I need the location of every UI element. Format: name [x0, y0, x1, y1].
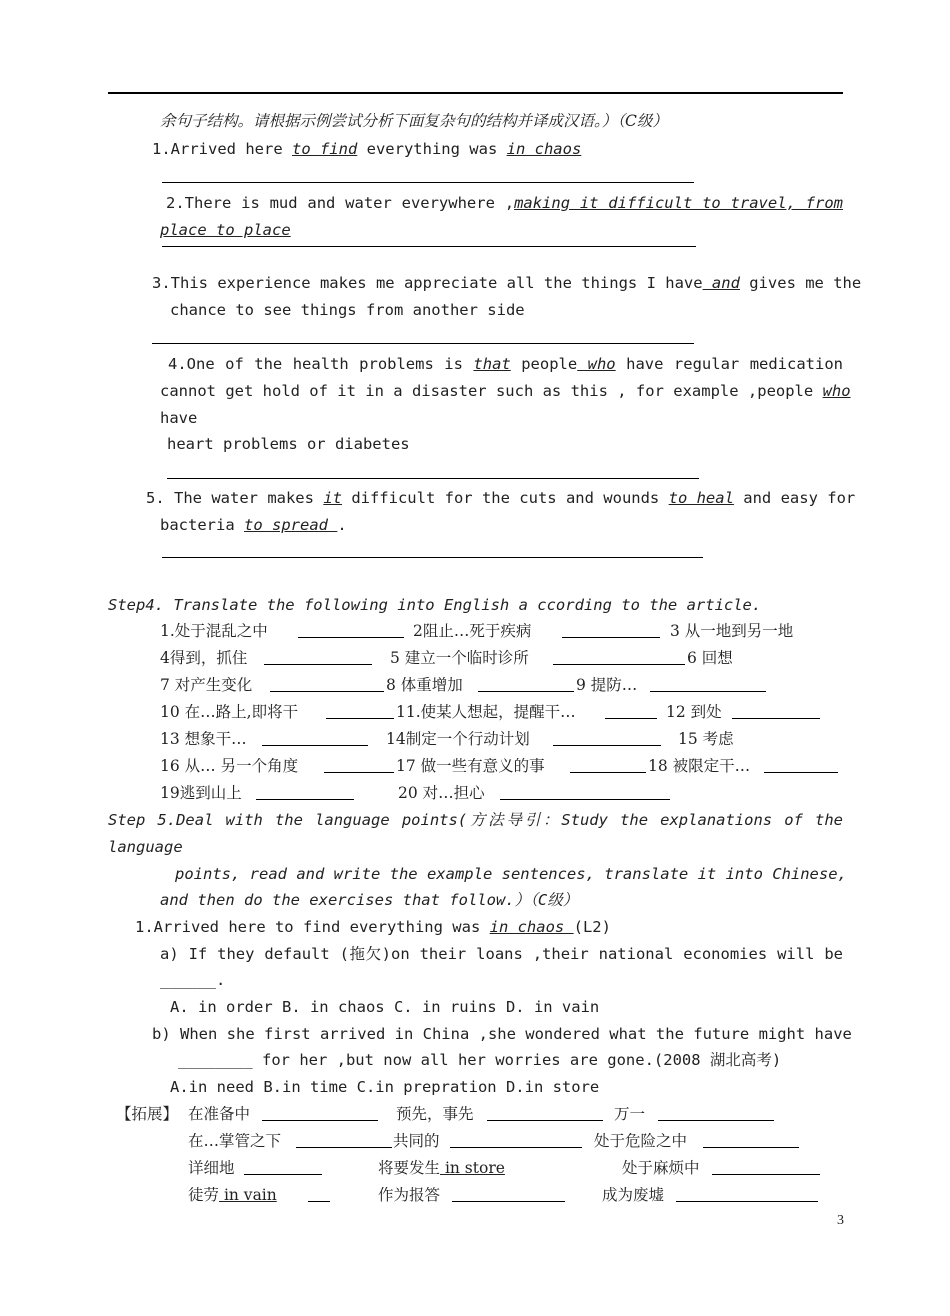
blank[interactable]: [308, 1185, 330, 1202]
blank[interactable]: [298, 621, 404, 638]
s1-underline-1: to find: [291, 140, 358, 158]
blank[interactable]: [450, 1131, 582, 1148]
answer-line-1: [162, 182, 694, 183]
blank[interactable]: [712, 1158, 820, 1175]
s4-text-2: people: [510, 355, 578, 373]
item1-text: 1.Arrived here to find everything was: [135, 918, 490, 936]
s1-text: 1.Arrived here: [152, 140, 292, 158]
blank[interactable]: [732, 702, 820, 719]
sentence-4-line2: [160, 381, 851, 401]
step5-title-3: points, read and write the example sentences, translate it into Chinese,: [175, 865, 847, 883]
s2-text: 2.There is mud and water everywhere ,: [166, 194, 515, 212]
blank[interactable]: [764, 756, 838, 773]
extend-item-11: 作为报答: [378, 1186, 441, 1204]
step4-item-1: 1.处于混乱之中: [160, 622, 268, 640]
extend-item-10: 徒劳 in vain: [188, 1186, 277, 1204]
step4-item-8: 8 体重增加: [386, 676, 463, 694]
s1-text-2: everything was: [357, 140, 507, 158]
step5-title: Step 5.Deal with the language points(方法导引：Study the explanations of the: [108, 811, 843, 829]
extend-answer: in store: [440, 1159, 505, 1177]
step4-item-20: 20 对…担心: [398, 784, 485, 802]
blank[interactable]: [650, 675, 766, 692]
sentence-4-line3: have: [160, 409, 198, 427]
s5-underline-1: it: [323, 489, 342, 507]
step4-item-11: 11.使某人想起，提醒干…: [396, 703, 576, 721]
step4-item-16: 16 从… 另一个角度: [160, 757, 299, 775]
blank[interactable]: [553, 729, 661, 746]
question-a-blank[interactable]: ______.: [160, 971, 226, 989]
instruction-line: 余句子结构。请根据示例尝试分析下面复杂句的结构并译成汉语。）（C级）: [160, 112, 668, 130]
extend-item-8: 将要发生 in store: [378, 1159, 505, 1177]
blank[interactable]: [658, 1104, 774, 1121]
s3-underline: and: [702, 274, 740, 292]
blank[interactable]: [244, 1158, 322, 1175]
item1-ref: (L2): [573, 918, 611, 936]
step4-item-12: 12 到处: [666, 703, 722, 721]
step4-item-15: 15 考虑: [678, 730, 734, 748]
s2-underline: making it difficult to travel, from: [514, 194, 843, 212]
s4-text: 4.One of the health problems is: [168, 355, 474, 373]
question-b: b) When she first arrived in China ,she wondered what the future might have: [152, 1025, 852, 1043]
step4-item-3: 3 从一地到另一地: [670, 622, 794, 640]
extend-label: 【拓展】: [116, 1105, 179, 1123]
sentence-2: [166, 193, 843, 213]
extend-answer-2: in vain: [219, 1186, 277, 1204]
s5-text-2: difficult for the cuts and wounds: [341, 489, 669, 507]
blank[interactable]: [500, 783, 670, 800]
answer-line-2: [162, 246, 696, 247]
blank[interactable]: [262, 729, 368, 746]
extend-item-12: 成为废墟: [602, 1186, 665, 1204]
blank[interactable]: [270, 675, 384, 692]
step4-item-10: 10 在…路上,即将干: [160, 703, 299, 721]
s5-text: 5. The water makes: [146, 489, 324, 507]
extend-item-9: 处于麻烦中: [622, 1159, 700, 1177]
s4-underline-2: who: [577, 355, 616, 373]
blank[interactable]: [262, 1104, 378, 1121]
s3-text: 3.This experience makes me appreciate all the things I have: [152, 274, 703, 292]
answer-line-4: [167, 478, 699, 479]
sentence-1: [152, 139, 581, 159]
s5-text-3: and easy for: [733, 489, 856, 507]
sentence-2-line2: place to place: [160, 221, 291, 239]
step4-item-2: 2阻止…死于疾病: [413, 622, 532, 640]
step4-item-18: 18 被限定干…: [648, 757, 751, 775]
blank[interactable]: [478, 675, 574, 692]
question-b-line2: ________ for her ,but now all her worries are gone.(2008 湖北高考): [178, 1051, 782, 1069]
extend-item-2: 预先，事先: [396, 1105, 474, 1123]
blank[interactable]: [562, 621, 660, 638]
blank[interactable]: [570, 756, 646, 773]
blank[interactable]: [326, 702, 394, 719]
s5-underline-2: to heal: [668, 489, 734, 507]
step4-item-9: 9 提防…: [576, 676, 638, 694]
question-a-options: A. in order B. in chaos C. in ruins D. in vain: [170, 998, 600, 1016]
s5-underline-3: to spread: [244, 516, 338, 534]
blank[interactable]: [256, 783, 354, 800]
blank[interactable]: [676, 1185, 818, 1202]
extend-item-5: 共同的: [393, 1132, 440, 1150]
s4-text-3: have regular medication: [615, 355, 844, 373]
sentence-4-line4: heart problems or diabetes: [167, 435, 410, 453]
sentence-4: [168, 354, 843, 374]
extend-item-7: 详细地: [188, 1159, 235, 1177]
s4-line2-text: cannot get hold of it in a disaster such as this , for example ,people: [160, 382, 823, 400]
s4-underline-3: who: [822, 382, 851, 400]
question-b-options: A.in need B.in time C.in prepration D.in store: [170, 1078, 600, 1096]
step4-title: Step4. Translate the following into English a ccording to the article.: [108, 596, 762, 614]
answer-line-3: [152, 343, 694, 344]
s5-line2-text: bacteria: [160, 516, 244, 534]
sentence-3: [152, 273, 862, 293]
blank[interactable]: [296, 1131, 392, 1148]
step5-title-2: language: [108, 838, 183, 856]
step4-item-13: 13 想象干…: [160, 730, 247, 748]
step4-item-14: 14制定一个行动计划: [386, 730, 530, 748]
step4-item-19: 19逃到山上: [160, 784, 242, 802]
blank[interactable]: [324, 756, 394, 773]
blank[interactable]: [553, 648, 685, 665]
s3-text-2: gives me the: [739, 274, 862, 292]
blank[interactable]: [487, 1104, 603, 1121]
s5-line2-end: .: [337, 516, 347, 534]
blank[interactable]: [605, 702, 657, 719]
sentence-5-line2: [160, 515, 347, 535]
top-rule: [108, 92, 843, 94]
item1-underline: in chaos: [489, 918, 574, 936]
extend-item-6: 处于危险之中: [594, 1132, 688, 1150]
step4-item-7: 7 对产生变化: [160, 676, 253, 694]
s1-underline-2: in chaos: [506, 140, 582, 158]
s4-underline-1: that: [473, 355, 511, 373]
sentence-5: [146, 488, 856, 508]
sentence-3-line2: chance to see things from another side: [170, 301, 525, 319]
step5-title-4: and then do the exercises that follow.）（C级）: [160, 891, 579, 909]
extend-item-3: 万一: [614, 1105, 646, 1123]
page-number: 3: [837, 1213, 844, 1228]
blank[interactable]: [452, 1185, 565, 1202]
step4-item-5: 5 建立一个临时诊所: [390, 649, 529, 667]
blank[interactable]: [703, 1131, 799, 1148]
step5-item-1: [135, 917, 611, 937]
extend-item-1: 在准备中: [188, 1105, 251, 1123]
step4-item-4: 4得到，抓住: [160, 649, 248, 667]
blank[interactable]: [264, 648, 372, 665]
extend-item-4: 在…掌管之下: [188, 1132, 282, 1150]
answer-line-5: [162, 557, 703, 558]
step4-item-17: 17 做一些有意义的事: [396, 757, 545, 775]
question-a: a) If they default (拖欠)on their loans ,their national economies will be: [160, 945, 843, 963]
step4-item-6: 6 回想: [687, 649, 733, 667]
